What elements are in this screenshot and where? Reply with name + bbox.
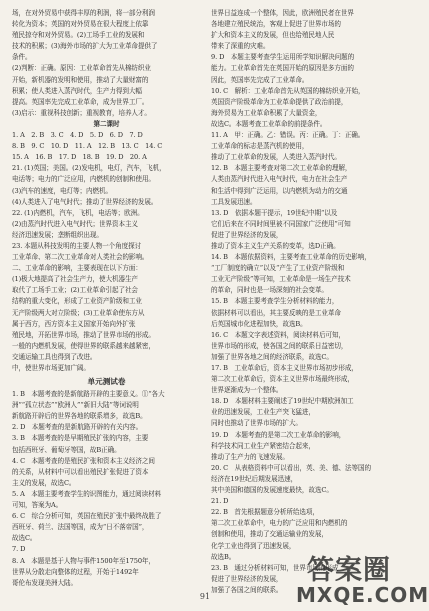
answer-line: 22. B 首先根据题意分析所给选项， bbox=[211, 508, 319, 517]
answer-line: 8. B 9. C 10. D 11. A 12. B 13. C 14. C bbox=[12, 142, 163, 151]
answer-line: 17. B 工业革命后，资本主义世界市场初步形成， bbox=[211, 364, 358, 372]
answer-line: 第二次工业革命后，资本主义世界市场最终形成， bbox=[211, 375, 354, 384]
answer-line: 世界逐渐成为一个整体。 bbox=[211, 386, 283, 395]
answer-line: 加强了世界各地之间的经济联系，故选C。 bbox=[211, 352, 333, 361]
answer-line: 其中美国和德国的发展速度最快，故选C。 bbox=[211, 486, 333, 495]
answer-line: (3)汽车的速度，电灯等；内燃机。 bbox=[12, 186, 112, 195]
answer-line: 15. B 本题主要考查学生分析材料的能力， bbox=[211, 297, 339, 306]
answer-line: 扩大和资本主义的发展，但也给殖民地人民 bbox=[211, 31, 335, 40]
answer-line: 工业革命的标志是蒸汽机的使用， bbox=[211, 142, 309, 151]
answer-line: 20. C 从表格资料中可以看出，英、美、德、法等国的 bbox=[211, 463, 371, 472]
answer-line: 21. D bbox=[211, 497, 229, 506]
answer-line: 积累；使人类进入蒸汽时代，生产力得到大幅 bbox=[12, 86, 142, 95]
answer-line: (2)由蒸汽时代进入电气时代；世界资本主义 bbox=[12, 219, 138, 228]
answer-line: (4)人类进入了电气时代；推动了世界经济的发展。 bbox=[12, 197, 158, 206]
answer-line: 10. C 解析：工业革命首先从英国的棉纺织业开始， bbox=[211, 86, 365, 95]
answer-line: 技术的积累；(3)海外市场的扩大为工业革命提供了 bbox=[12, 42, 158, 51]
answer-line: 创制和使用，推动了交通运输业的发展， bbox=[211, 530, 328, 539]
answer-line: 同时也推动了世界市场的扩大。 bbox=[211, 419, 302, 428]
answer-line: 能力。工业革命首先在英国开始的原因是多方面的 bbox=[211, 64, 354, 73]
answer-line: 英国资产阶级革命为工业革命提供了政治前提， bbox=[211, 97, 348, 106]
answer-line: 殖民地，开拓世界市场，推动了世界市场的形成。 bbox=[12, 330, 155, 339]
two-column-body bbox=[12, 8, 400, 594]
answer-line: 22. (1)内燃机，汽车，飞机，电话等；欧洲。 bbox=[12, 208, 144, 217]
answer-line: 经济在19世纪后期发展迅速， bbox=[211, 474, 298, 483]
answer-line: 经济迅速发展；垄断组织出现。 bbox=[12, 230, 103, 239]
answer-line: 取代了工场手工业；(2)工业革命引起了社会 bbox=[12, 286, 138, 295]
answer-line: 海外贸易为工业革命积累了大量资金， bbox=[211, 108, 322, 117]
answer-line: 属于西方，西方资本主义国家开始向外扩张 bbox=[12, 319, 136, 328]
answer-line: 推动了资本主义生产关系的变革，选D正确。 bbox=[211, 241, 340, 250]
answer-line: 23. 本题从科技发明的主要人物一个角度探讨 bbox=[12, 241, 142, 250]
answer-line: (1)极大地提高了社会生产力，使大机器生产 bbox=[12, 275, 138, 284]
answer-line: 加强了各国之间的联系。 bbox=[211, 585, 283, 594]
answer-line: 11. A 甲：正确。乙：错误。丙：正确。丁：正确。 bbox=[211, 131, 365, 140]
answer-line: 8. A 本题是基于人物与事件1500年至1750年， bbox=[12, 556, 155, 565]
answer-line: 主义的发展，故选C。 bbox=[12, 478, 76, 487]
answer-line: 9. D 本题主要考查学生运用所学知识解决问题的 bbox=[211, 53, 355, 62]
answer-line: 世界从分散走向整体的过程，开始于1492年 bbox=[12, 567, 139, 576]
answer-line: 促进了世界经济的发展， bbox=[211, 230, 283, 239]
answer-line: (2)判断：正确。原因：工业革命首先从棉纺织业 bbox=[12, 64, 151, 73]
answer-line: 科学技术同工业生产紧密结合起来， bbox=[211, 441, 315, 450]
answer-line: 中，使世界市场更加广阔。 bbox=[12, 364, 90, 372]
answer-line: 西班牙、荷兰、法国等国，成为“日不落帝国”， bbox=[12, 523, 149, 532]
answer-line: 哥伦布发现美洲大陆。 bbox=[12, 578, 77, 587]
answer-line: 一般的内燃机发展，使得世界的联系越来越紧密， bbox=[12, 341, 155, 350]
watermark-domain: MXQE.COM bbox=[296, 583, 429, 607]
answer-line: 后英国城市化进程加快，故选B。 bbox=[211, 319, 307, 328]
answer-line: 工具发展迅速。 bbox=[211, 197, 257, 206]
right-column bbox=[211, 8, 400, 594]
answer-line: 包括西班牙、葡萄牙等国，故B正确。 bbox=[12, 445, 121, 454]
answer-line: 场，在对外贸易中获得丰厚的利润，将一部分利润 bbox=[12, 9, 155, 17]
answer-line: 19. D 本题考查的是第二次工业革命的影响， bbox=[211, 430, 346, 439]
answer-line: 结构的重大变化，形成了工业资产阶级和工业 bbox=[12, 297, 142, 306]
answer-line: 和生活中得到广泛运用，以内燃机为动力的交通 bbox=[211, 186, 348, 195]
answer-line: “工厂制度的确立”以及“产生了工业资产阶级和 bbox=[211, 264, 345, 273]
answer-line: 故选C。 bbox=[12, 534, 37, 543]
answer-line: 电话等；电力的广泛应用，内燃机的创制和使用。 bbox=[12, 175, 155, 184]
answer-line: 15. A 16. B 17. D 18. B 19. D 20. A bbox=[12, 153, 147, 162]
answer-line: 依据材料可以看出，其主要反映的是工业革命 bbox=[211, 308, 341, 317]
answer-line: 条件。 bbox=[12, 53, 32, 62]
answer-line: 1. A 2. B 3. C 4. D 5. D 6. D 7. D bbox=[12, 131, 143, 140]
answer-line: 业的迅速发展，工业生产突飞猛进， bbox=[211, 408, 315, 417]
answer-line: 故选C。本题考查工业革命的前提条件。 bbox=[211, 119, 327, 128]
answer-line: 3. B 本题考查的是早期殖民扩张的内容，主要 bbox=[12, 434, 149, 443]
answer-line: 的革命，同时也是一场深刻的社会变革。 bbox=[211, 286, 328, 295]
answer-line: 5. A 本题主要考查学生的识图能力，通过阅读材料 bbox=[12, 489, 162, 498]
answer-line: 无产阶级两大对立阶级；(3)工业革命使东方从 bbox=[12, 308, 145, 317]
answer-line: 2. D 本题考查的是新航路开辟的有关内容。 bbox=[12, 423, 143, 432]
left-column bbox=[12, 8, 201, 587]
answer-line: 世界市场的形成，使各国之间的联系日益密切， bbox=[211, 341, 348, 350]
answer-line: 12. B 本题主要考查对第二次工业革命的理解， bbox=[211, 164, 352, 173]
answer-line: 推动了生产力的飞速发展。 bbox=[211, 452, 289, 461]
section-heading: 单元测试卷 bbox=[87, 377, 126, 387]
answer-line: 1. B 本题考查的是新航路开辟的主要意义。①“各大 bbox=[12, 390, 165, 399]
answer-line: 带来了深重的灾难。 bbox=[211, 42, 270, 51]
answer-line: 13. D 依据本题干提示，19世纪中期“以及 bbox=[211, 208, 338, 217]
answer-line: 促进了世界经济的发展， bbox=[211, 574, 283, 583]
answer-line: 转化为资本；英国的对外贸易在很大程度上依靠 bbox=[12, 20, 149, 29]
answer-line: 它们后来在不同时间里被不同国家广泛使用”可知 bbox=[211, 219, 351, 228]
answer-line: 工业革命、第二次工业革命对人类社会的影响。 bbox=[12, 253, 149, 262]
answer-line: 新航路开辟后的世界各地的联系增多，故选B。 bbox=[12, 412, 147, 421]
answer-line: 交通运输工具也得到了改进。 bbox=[12, 352, 97, 361]
answer-line: 6. C 综合分析可知，英国在殖民扩张中最终战胜了 bbox=[12, 512, 162, 521]
answer-line: 14. B 本题依据资料，主要考查工业革命的历史影响， bbox=[211, 253, 371, 262]
answer-line: 世界日益连成一个整体，因此，欧洲殖民者在世界 bbox=[211, 9, 354, 17]
answer-line: 可知，答案为A。 bbox=[12, 501, 63, 510]
answer-line: 工业无产阶级”等可知，工业革命是一场生产技术 bbox=[211, 275, 351, 284]
answer-line: 二、工业革命的影响，主要表现在以下方面： bbox=[12, 264, 142, 273]
answer-line: 23. B 通过分析材料可知，世界市场的形成 bbox=[211, 563, 339, 572]
answer-line: 洲”“孤立状态”“欧洲人”“新旧大陆”等词说明 bbox=[12, 401, 139, 410]
answer-line: 18. D 本题材料主要阐述了19世纪中期欧洲加工 bbox=[211, 397, 354, 406]
answer-line: 16. C 本题文字表述资料，阅读材料后可知， bbox=[211, 330, 346, 339]
answer-line: 第二课时 bbox=[93, 119, 120, 128]
answer-line: 第二次工业革命中，电力的广泛应用和内燃机的 bbox=[211, 519, 348, 528]
answer-line: 各地建立殖民统治，客观上促进了世界市场的 bbox=[211, 20, 341, 29]
watermark-logo-text: 答案圈 bbox=[307, 555, 391, 586]
answer-line: 推动了工业革命的发展，人类进入蒸汽时代。 bbox=[211, 153, 341, 162]
answer-line: 7. D bbox=[12, 545, 26, 554]
answer-line: 因此，英国率先完成了工业革命。 bbox=[211, 75, 309, 84]
answer-line: 人类由蒸汽时代进入电气时代，电力在社会生产 bbox=[211, 175, 348, 184]
answer-line: (3)启示：重视科技创新；重视教育，培养人才。 bbox=[12, 108, 151, 117]
answer-line: 21. (1)英国；美国。(2)发电机，电灯，汽车，飞机， bbox=[12, 164, 166, 173]
answer-line: 提高。英国率先完成工业革命，成为世界工厂。 bbox=[12, 97, 149, 106]
answer-line: 化学工业也得到了迅速发展， bbox=[211, 541, 296, 550]
answer-line: 殖民掠夺和对外贸易。(2)工场手工业的发展和 bbox=[12, 31, 145, 40]
site-watermark bbox=[296, 555, 429, 607]
answer-line: 故选B。 bbox=[211, 552, 236, 561]
answer-line: 的关系，从材料中可以看出殖民扩张促进了资本 bbox=[12, 467, 149, 476]
page-number: 91 bbox=[199, 592, 211, 601]
answer-line: 开始，新机器的发明和使用，推动了大量财富的 bbox=[12, 75, 149, 84]
answer-line: 4. C 本题考查的是殖民扩张和资本主义经济之间 bbox=[12, 456, 155, 465]
